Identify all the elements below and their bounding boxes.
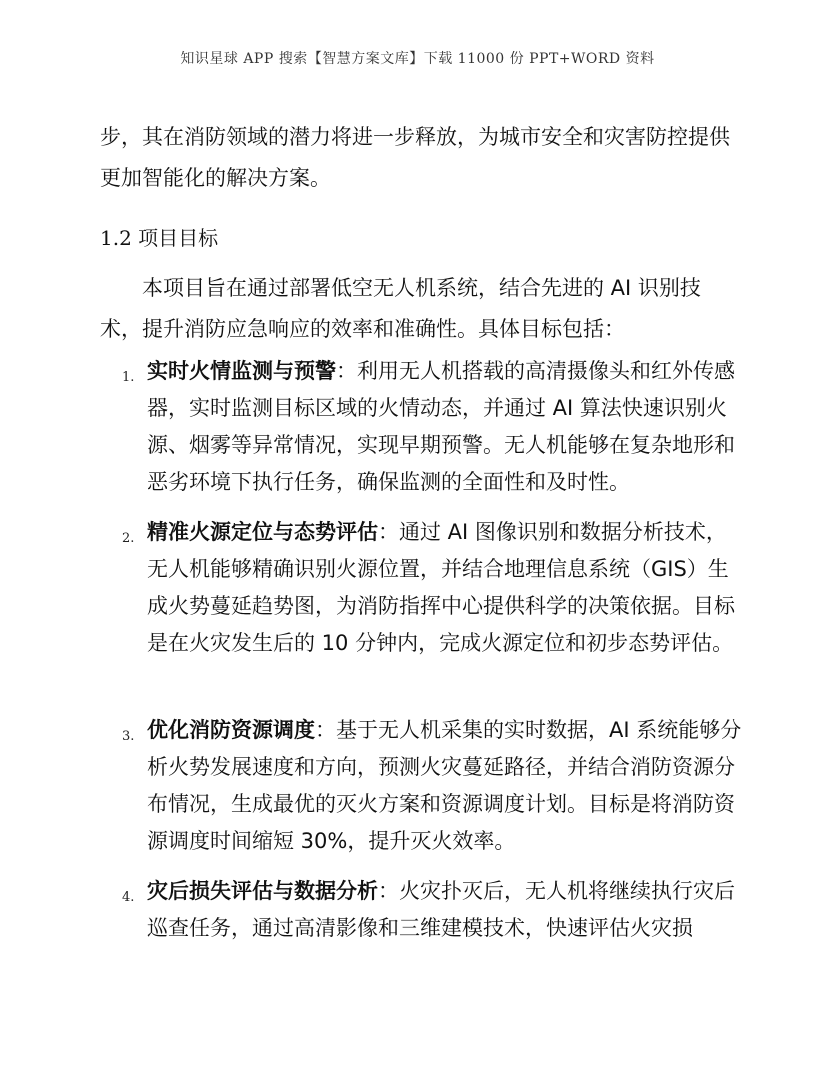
- list-item-number: 4.: [122, 890, 135, 905]
- list-item-title: 精准火源定位与态势评估: [147, 520, 378, 544]
- list-item-number: 2.: [122, 531, 135, 546]
- intro-paragraph: 本项目旨在通过部署低空无人机系统，结合先进的 AI 识别技术，提升消防应急响应的效率和准确性。具体目标包括：: [100, 276, 701, 341]
- list-item-text: [147, 712, 743, 860]
- list-item-body: ：火灾扑灭后，无人机将继续执行灾后巡查任务，通过高清影像和三维建模技术，快速评估火灾损: [147, 879, 735, 940]
- list-item-number: 1.: [122, 370, 135, 385]
- list-item-title: 灾后损失评估与数据分析: [147, 879, 378, 903]
- list-item-title: 实时火情监测与预警: [147, 359, 336, 383]
- continued-paragraph: 步，其在消防领域的潜力将进一步释放，为城市安全和灾害防控提供更加智能化的解决方案。: [100, 125, 730, 190]
- list-item-title: 优化消防资源调度: [147, 718, 315, 742]
- list-item-body: ：通过 AI 图像识别和数据分析技术，无人机能够精确识别火源位置，并结合地理信息系统（GIS）生成火势蔓延趋势图，为消防指挥中心提供科学的决策依据。目标是在火灾发生后的 10 分钟内，完成火源定位和初步态势评估。: [147, 520, 735, 655]
- section-heading: 1.2 项目目标: [100, 226, 219, 250]
- list-item-text: [147, 353, 743, 501]
- list-item-body: ：利用无人机搭载的高清摄像头和红外传感器，实时监测目标区域的火情动态，并通过 AI 算法快速识别火源、烟雾等异常情况，实现早期预警。无人机能够在复杂地形和恶劣环境下执行任务，确保监测的全面性和及时性。: [147, 359, 735, 494]
- list-item-text: [147, 873, 743, 947]
- list-item-body: ：基于无人机采集的实时数据，AI 系统能够分析火势发展速度和方向，预测火灾蔓延路径，并结合消防资源分布情况，生成最优的灭火方案和资源调度计划。目标是将消防资源调度时间缩短 30%，提升灭火效率。: [147, 718, 742, 853]
- page-header-banner: 知识星球 APP 搜索【智慧方案文库】下载 11000 份 PPT+WORD 资料: [180, 51, 655, 67]
- list-item-text: [147, 514, 743, 662]
- list-item-number: 3.: [122, 729, 135, 744]
